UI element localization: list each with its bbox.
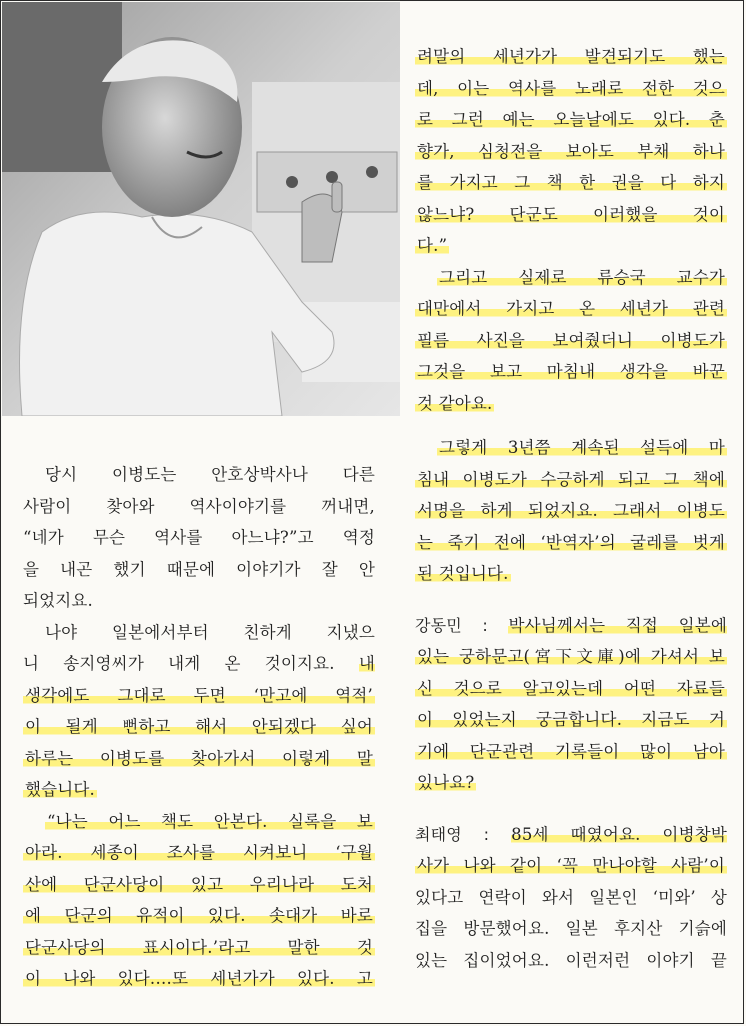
answer-block: [415, 819, 727, 977]
text-line: 된 것입니다.: [417, 564, 509, 583]
text-line: 에 단군의 유적이 있다. 솟대가 바로: [25, 906, 373, 925]
text-line: 로 그런 예는 오늘날에도 있다. 춘: [417, 110, 725, 129]
text-line: [415, 610, 727, 642]
text-line: 기에 단군관련 기록들이 많이 남아: [417, 741, 725, 761]
paragraph-yi-byeongdo: [23, 459, 375, 617]
text-line: 다.”: [417, 236, 448, 255]
left-column: [23, 459, 375, 995]
answer-text: 85세 때였어요. 이병창박: [511, 824, 727, 844]
paragraph-persuasion: [415, 432, 727, 590]
text-line: 신 것으로 알고있는데 어떤 자료들: [417, 678, 725, 698]
text-line: 이 있었는지 궁금합니다. 지금도 거: [417, 710, 725, 729]
text-line: 려말의 세년가가 발견되기도 했는: [417, 47, 725, 66]
portrait-photo: [2, 2, 400, 416]
text-line: 데, 이는 역사를 노래로 전한 것으: [417, 78, 725, 98]
text-line: 이 될게 뻔하고 해서 안되겠다 싶어: [25, 717, 373, 736]
text-line: 있나요?: [417, 773, 475, 792]
text-line: 있는 궁하문고(宮下文庫)에 가셔서 보: [417, 647, 725, 666]
speaker-label-choi: 최태영 :: [415, 824, 490, 844]
text-line: 나야 일본에서부터 친하게 지냈으: [45, 622, 375, 642]
text-line: 서명을 하게 되었지요. 그래서 이병도: [417, 501, 725, 520]
text-line: 사가 나와 같이 ‘꼭 만나야할 사람’이: [417, 856, 725, 875]
portrait-photo-drawing: [2, 2, 400, 416]
text-line: 대만에서 가지고 온 세년가 관련: [417, 299, 725, 318]
text-line: 산에 단군사당이 있고 우리나라 도처: [25, 874, 373, 894]
text-line: 이 나와 있다.…또 세년가가 있다. 고: [25, 969, 373, 988]
text-line: 했습니다.: [25, 780, 96, 799]
text-line: 향가, 심청전을 보아도 부채 하나: [417, 141, 725, 161]
text-line: 는 죽기 전에 ‘반역자’의 굴레를 벗게: [417, 532, 725, 552]
text-line: 있는 집이었어요. 이런저런 이야기 끝: [415, 950, 727, 970]
paragraph-film-photo: [415, 262, 727, 420]
text-line: 사람이 찾아와 역사이야기를 꺼내면,: [23, 496, 375, 516]
right-column: [415, 41, 727, 976]
text-line: 것 같아요.: [417, 393, 493, 413]
spacer: [415, 590, 727, 610]
text-line: 있다고 연락이 와서 일본인 ‘미와’ 상: [415, 887, 727, 907]
spacer: [415, 419, 727, 432]
text-line: “네가 무슨 역사를 아느냐?”고 역정: [23, 528, 375, 547]
text-line: 하루는 이병도를 찾아가서 이렇게 말: [25, 748, 373, 768]
text-line: 아라. 세종이 조사를 시켜보니 ‘구월: [25, 843, 373, 862]
text-line: 당시 이병도는 안호상박사나 다른: [45, 465, 375, 484]
text-line: “나는 어느 책도 안본다. 실록을 보: [47, 811, 373, 831]
spacer: [415, 799, 727, 819]
text-line: 를 가지고 그 책 한 권을 다 하지: [417, 173, 725, 192]
question-text: 박사님께서는 직접 일본에: [508, 615, 727, 635]
text-line: 침내 이병도가 수긍하게 되고 그 책에: [417, 469, 725, 489]
highlighted-text: 내: [358, 654, 375, 673]
text-line: 집을 방문했어요. 일본 후지산 기슭에: [415, 919, 727, 938]
question-block: [415, 610, 727, 799]
text-line: 않느냐? 단군도 이러했을 것이: [417, 204, 725, 224]
text-line: 그렇게 3년쯤 계속된 설득에 마: [439, 438, 725, 457]
text-line: 되었지요.: [23, 591, 94, 610]
paragraph-song-jiyeong: [23, 617, 375, 806]
text-line: 니 송지영씨가 내게 온 것이지요. 내: [23, 654, 375, 673]
text-line: 필름 사진을 보여줬더니 이병도가: [417, 330, 725, 350]
text-line: 생각에도 그대로 두면 ‘만고에 역적’: [25, 685, 373, 705]
text-line: 단군사당의 표시이다.’라고 말한 것: [25, 937, 373, 957]
speaker-label-kang: 강동민 :: [415, 615, 488, 635]
text-line: 그것을 보고 마침내 생각을 바꾼: [417, 362, 725, 381]
paragraph-quote: [23, 806, 375, 995]
paragraph-segeonga: [415, 41, 727, 262]
text-line: 그리고 실제로 류승국 교수가: [439, 267, 725, 287]
text-line: [415, 819, 727, 851]
text-line: 을 내곤 했기 때문에 이야기가 잘 안: [23, 559, 375, 579]
